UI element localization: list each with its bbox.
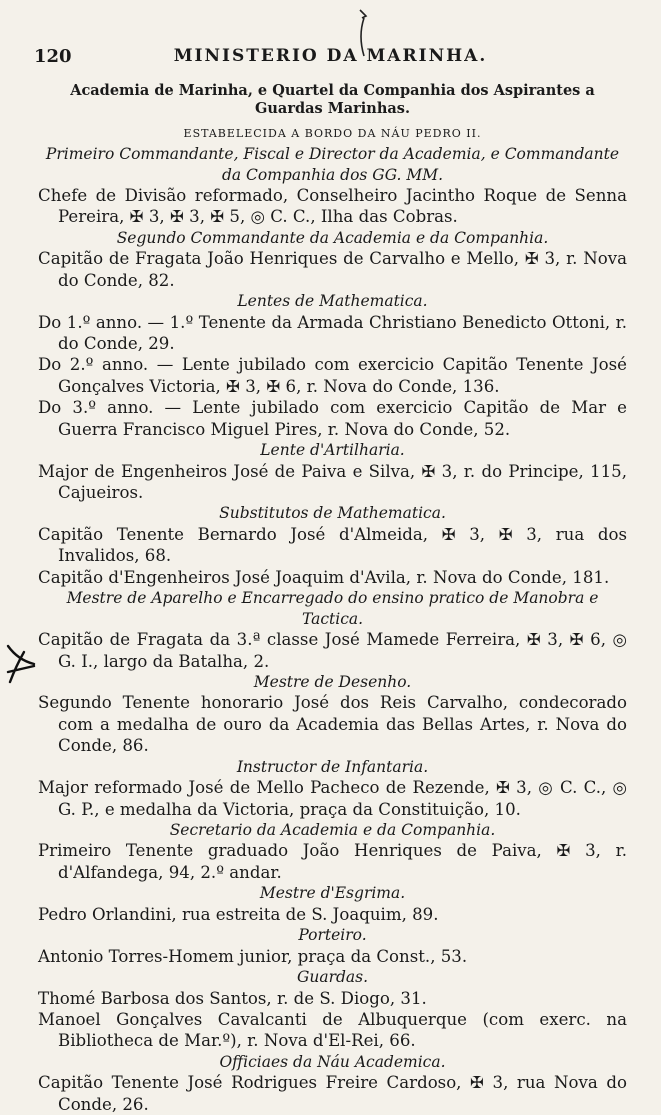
entry: Capitão de Fragata João Henriques de Carvalho e Mello, ✠ 3, r. Nova do Conde, 82. [38,249,627,290]
institution-title: Academia de Marinha, e Quartel da Companhia dos Aspirantes a Guardas Marinhas. [70,82,595,117]
section-heading: Mestre de Desenho. [253,672,412,691]
section-heading: Lentes de Mathematica. [237,292,428,311]
section-heading: Guardas. [296,968,369,987]
entry: Thomé Barbosa dos Santos, r. de S. Diogo, 31. [38,988,427,1008]
section-heading: Porteiro. [298,926,367,945]
entry: Antonio Torres-Homem junior, praça da Const., 53. [38,946,468,966]
section-heading: Mestre de Aparelho e Encarregado do ensino pratico de Manobra e Tactica. [66,589,599,628]
entry: Major reformado José de Mello Pacheco de Rezende, ✠ 3, ◎ C. C., ◎ G. P., e medalha da Victoria, praça da Constituição, 10. [38,778,627,819]
entry: Pedro Orlandini, rua estreita de S. Joaquim, 89. [38,904,439,924]
section-heading: Mestre d'Esgrima. [259,884,406,903]
content-column [38,82,627,1115]
handwritten-x-mark-icon [4,642,38,690]
entry: Do 2.º anno. — Lente jubilado com exercicio Capitão Tenente José Gonçalves Victoria, ✠ 3, ✠ 6, r. Nova do Conde, 136. [38,355,627,396]
entry: Chefe de Divisão reformado, Conselheiro Jacintho Roque de Senna Pereira, ✠ 3, ✠ 3, ✠ 5, ◎ C. C., Ilha das Cobras. [38,186,627,227]
running-title: MINISTERIO DA MARINHA. [173,46,488,66]
entry: Do 3.º anno. — Lente jubilado com exercicio Capitão de Mar e Guerra Francisco Miguel Pires, r. Nova do Conde, 52. [38,398,627,439]
section-heading: Officiaes da Náu Academica. [219,1052,446,1071]
section-heading: Substitutos de Mathematica. [219,504,446,523]
section-heading: Secretario da Academia e da Companhia. [169,820,496,839]
entry: Do 1.º anno. — 1.º Tenente da Armada Christiano Benedicto Ottoni, r. do Conde, 29. [38,312,627,354]
entry: Capitão Tenente José Rodrigues Freire Cardoso, ✠ 3, rua Nova do Conde, 26. [38,1073,627,1114]
page-number: 120 [34,46,72,67]
section-heading: Segundo Commandante da Academia e da Companhia. [116,228,549,247]
section-heading: Instructor de Infantaria. [236,757,429,776]
entry: Capitão d'Engenheiros José Joaquim d'Avila, r. Nova do Conde, 181. [38,567,610,587]
entry: Capitão de Fragata da 3.ª classe José Mamede Ferreira, ✠ 3, ✠ 6, ◎ G. I., largo da Batalha, 2. [38,630,627,671]
entry: Segundo Tenente honorario José dos Reis Carvalho, condecorado com a medalha de ouro da Academia das Bellas Artes, r. Nova do Conde, 86. [38,693,627,756]
entry: Capitão Tenente Bernardo José d'Almeida, ✠ 3, ✠ 3, rua dos Invalidos, 68. [38,524,627,566]
entry: Primeiro Tenente graduado João Henriques de Paiva, ✠ 3, r. d'Alfandega, 94, 2.º andar. [38,841,627,882]
entry: Manoel Gonçalves Cavalcanti de Albuquerque (com exerc. na Bibliotheca de Mar.º), r. Nova d'El-Rei, 66. [38,1009,627,1051]
ink-mark-icon [356,8,376,58]
section-heading: Primeiro Commandante, Fiscal e Director da Academia, e Commandante da Companhia dos GG. MM. [45,145,620,184]
entry: Major de Engenheiros José de Paiva e Silva, ✠ 3, r. do Principe, 115, Cajueiros. [38,461,627,502]
section-heading: Lente d'Artilharia. [260,441,405,460]
establishment-note: ESTABELECIDA A BORDO DA NÁU PEDRO II. [183,127,482,140]
